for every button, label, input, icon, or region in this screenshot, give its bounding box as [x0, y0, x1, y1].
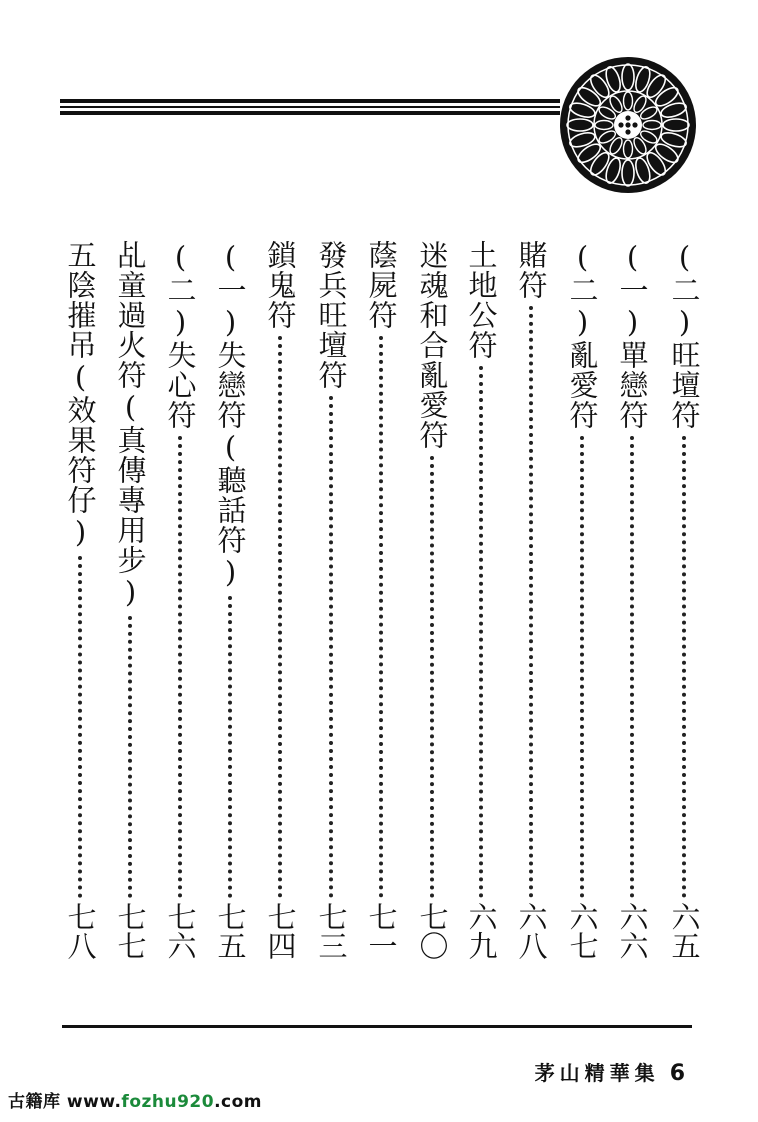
toc-entry-title: (二)亂愛符	[565, 240, 600, 430]
toc-entry-title: 乩童過火符(真傳專用步)	[113, 240, 148, 610]
toc-entry-title: (二)失心符	[163, 240, 198, 430]
toc-entry-page: 七〇	[415, 902, 450, 960]
toc-entry-page: 七四	[263, 902, 298, 960]
toc-entry-title: (一)失戀符(聽話符)	[213, 240, 248, 590]
toc-entry-page: 七六	[163, 902, 198, 960]
toc-entry-title: 迷魂和合亂愛符	[415, 240, 450, 450]
toc-entry-title: 發兵旺壇符	[314, 240, 349, 390]
toc-entry[interactable]	[158, 240, 202, 960]
header-rule	[60, 106, 560, 108]
toc-entry-title: 鎖鬼符	[263, 240, 298, 330]
toc-entry[interactable]	[610, 240, 654, 960]
dot-leader	[178, 436, 182, 898]
toc-entry[interactable]	[208, 240, 252, 960]
toc-entry-page: 七一	[364, 902, 399, 960]
lotus-rosette-icon	[558, 55, 698, 195]
toc-entry[interactable]	[560, 240, 604, 960]
dot-leader	[529, 306, 533, 898]
page-number: 6	[669, 1061, 690, 1086]
watermark-label: 古籍库	[8, 1092, 61, 1112]
dot-leader	[630, 436, 634, 898]
toc-entry-page: 七三	[314, 902, 349, 960]
dot-leader	[128, 616, 132, 898]
dot-leader	[78, 556, 82, 898]
toc-entry-page: 六五	[667, 902, 702, 960]
toc-entry-page: 六八	[514, 902, 549, 960]
toc-entry-page: 六九	[464, 902, 499, 960]
dot-leader	[682, 436, 686, 898]
toc-entry-page: 七五	[213, 902, 248, 960]
toc-entry-page: 六七	[565, 902, 600, 960]
toc-entry-page: 六六	[615, 902, 650, 960]
toc-entry[interactable]	[410, 240, 454, 960]
toc-entry-title: 五陰摧吊(效果符仔)	[63, 240, 98, 550]
book-title: 茅山精華集	[534, 1061, 660, 1085]
dot-leader	[379, 336, 383, 898]
footer	[535, 1057, 690, 1086]
toc-entry-title: 蔭屍符	[364, 240, 399, 330]
toc-entry[interactable]	[108, 240, 152, 960]
toc-entry[interactable]	[509, 240, 553, 960]
dot-leader	[278, 336, 282, 898]
toc-entry[interactable]	[662, 240, 706, 960]
footer-rule	[62, 1025, 692, 1028]
site-watermark	[8, 1087, 262, 1112]
toc-entry-title: (二)旺壇符	[667, 240, 702, 430]
toc-entry[interactable]	[359, 240, 403, 960]
dot-leader	[228, 596, 232, 898]
toc-entry-title: (一)單戀符	[615, 240, 650, 430]
toc-entry[interactable]	[459, 240, 503, 960]
dot-leader	[329, 396, 333, 898]
toc-entry-page: 七七	[113, 902, 148, 960]
watermark-url: www.fozhu920.com	[66, 1092, 263, 1112]
dot-leader	[580, 436, 584, 898]
toc-entry[interactable]	[309, 240, 353, 960]
toc-entry[interactable]	[258, 240, 302, 960]
dot-leader	[430, 456, 434, 898]
dot-leader	[479, 366, 483, 898]
header-rule	[60, 99, 560, 103]
toc-entry-title: 土地公符	[464, 240, 499, 360]
toc-entry-title: 賭符	[514, 240, 549, 300]
toc-entry[interactable]	[58, 240, 102, 960]
header-rule	[60, 111, 560, 115]
toc-entry-page: 七八	[63, 902, 98, 960]
